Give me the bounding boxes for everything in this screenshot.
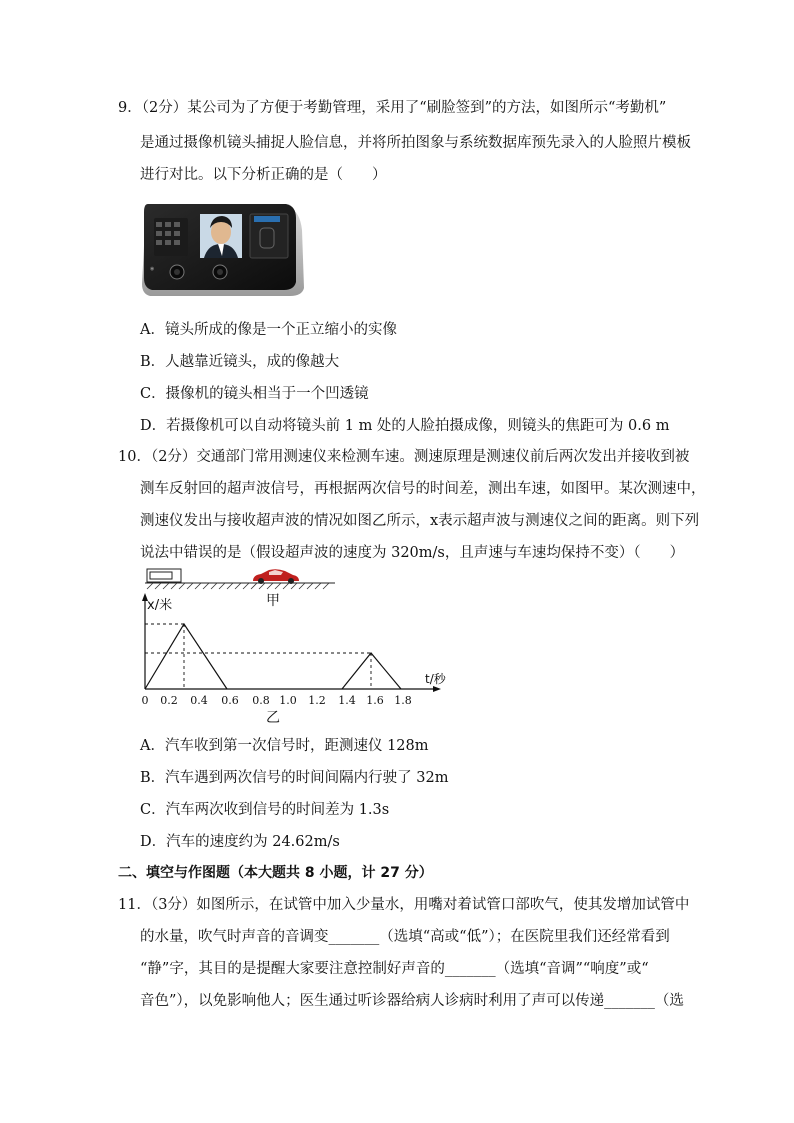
- car-icon: [253, 569, 299, 584]
- q10-line2: 测车反射回的超声波信号，再根据两次信号的时间差，测出车速，如图甲。某次测速中，: [140, 481, 706, 497]
- x-tick-2: 0.4: [190, 694, 208, 707]
- q9-option-d: D．若摄像机可以自动将镜头前 1 m 处的人脸拍摄成像，则镜头的焦距可为 0.6 m: [140, 418, 670, 434]
- figure-label-jia: 甲: [266, 593, 280, 609]
- q9-line3: 进行对比。以下分析正确的是（ ）: [140, 167, 387, 183]
- q10-option-d: D．汽车的速度约为 24.62m/s: [140, 834, 340, 850]
- q11-line4: 音色”），以免影响他人；医生通过听诊器给病人诊病时利用了声可以传递_______（选: [140, 993, 684, 1009]
- q9-option-c: C．摄像机的镜头相当于一个凹透镜: [140, 386, 369, 402]
- speed-gun-icon: [147, 569, 181, 582]
- x-tick-9: 1.8: [394, 694, 412, 707]
- section-2-title: 二、填空与作图题（本大题共 8 小题，计 27 分）: [118, 865, 433, 881]
- q10-line1: 10．（2分）交通部门常用测速仪来检测车速。测速原理是测速仪前后两次发出并接收到被: [118, 449, 690, 465]
- x-tick-3: 0.6: [221, 694, 239, 707]
- q10-option-a: A．汽车收到第一次信号时，距测速仪 128m: [140, 738, 429, 754]
- x-tick-8: 1.6: [366, 694, 384, 707]
- x-tick-1: 0.2: [160, 694, 178, 707]
- q11-line3: “静”字，其目的是提醒大家要注意控制好声音的_______（选填“音调”“响度”或“: [140, 961, 649, 977]
- x-tick-6: 1.2: [308, 694, 326, 707]
- x-axis-label: t/秒: [425, 672, 446, 686]
- q9-option-a: A．镜头所成的像是一个正立缩小的实像: [140, 322, 397, 338]
- attendance-machine-image: [140, 200, 304, 300]
- q10-line3: 测速仪发出与接收超声波的情况如图乙所示，x表示超声波与测速仪之间的距离。则下列: [140, 513, 700, 529]
- q11-line2: 的水量，吹气时声音的音调变_______（选填“高或“低”）；在医院里我们还经常看到: [140, 929, 670, 945]
- q9-line1: 9．（2分）某公司为了方便于考勤管理，采用了“刷脸签到”的方法，如图所示“考勤机”: [118, 100, 667, 116]
- q9-option-b: B．人越靠近镜头，成的像越大: [140, 354, 340, 370]
- q11-line1: 11．（3分）如图所示，在试管中加入少量水，用嘴对着试管口部吹气，使其发增加试管中: [118, 897, 690, 913]
- x-tick-7: 1.4: [338, 694, 356, 707]
- q10-line4: 说法中错误的是（假设超声波的速度为 320m/s，且声速与车速均保持不变）（ ）: [140, 545, 685, 561]
- x-tick-5: 1.0: [279, 694, 297, 707]
- x-tick-4: 0.8: [252, 694, 270, 707]
- q10-figure: [135, 565, 455, 725]
- q10-option-b: B．汽车遇到两次信号的时间间隔内行驶了 32m: [140, 770, 449, 786]
- svg-text:◉: ◉: [150, 266, 155, 272]
- y-axis-label: x/米: [147, 598, 173, 613]
- q9-line2: 是通过摄像机镜头捕捉人脸信息，并将所拍图象与系统数据库预先录入的人脸照片模板: [140, 135, 691, 151]
- q10-option-c: C．汽车两次收到信号的时间差为 1.3s: [140, 802, 390, 818]
- figure-label-yi: 乙: [266, 710, 280, 725]
- x-tick-0: 0: [141, 694, 149, 707]
